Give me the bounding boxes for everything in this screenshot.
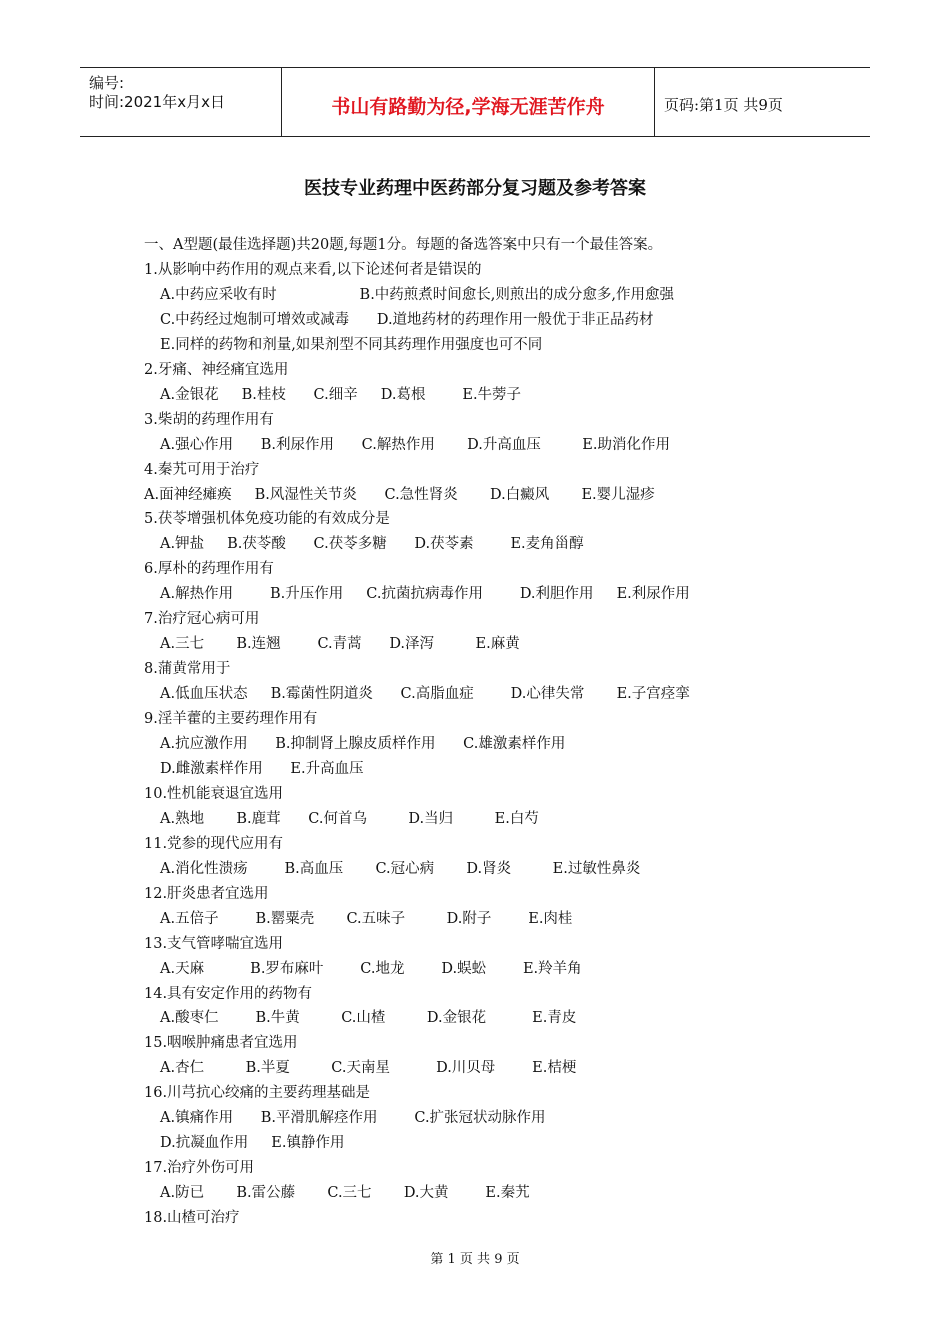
header-table — [80, 67, 870, 137]
question-line: 11.党参的现代应用有 — [144, 835, 284, 852]
answer-options-line: D.抗凝血作用 E.镇静作用 — [160, 1135, 345, 1152]
answer-options-line: C.中药经过炮制可增效或减毒 D.道地药材的药理作用一般优于非正品药材 — [160, 311, 654, 328]
answer-options-line: A.面神经瘫痪 B.风湿性关节炎 C.急性肾炎 D.白癜风 E.婴儿湿疹 — [144, 486, 655, 503]
answer-options-line: A.防已 B.雷公藤 C.三七 D.大黄 E.秦艽 — [160, 1185, 530, 1202]
answer-options-line: A.强心作用 B.利尿作用 C.解热作用 D.升高血压 E.助消化作用 — [160, 436, 670, 453]
answer-options-line: A.钾盐 B.茯苓酸 C.茯苓多糖 D.茯苓素 E.麦角甾醇 — [160, 536, 584, 553]
question-line: 6.厚朴的药理作用有 — [144, 561, 274, 578]
document-number-label: 编号: — [89, 74, 125, 92]
question-line: 18.山楂可治疗 — [144, 1210, 240, 1227]
question-line: 7.治疗冠心病可用 — [144, 611, 260, 628]
answer-options-line: A.解热作用 B.升压作用 C.抗菌抗病毒作用 D.利胆作用 E.利尿作用 — [160, 586, 690, 603]
header-middle-cell — [281, 68, 655, 136]
question-line: 9.淫羊藿的主要药理作用有 — [144, 711, 318, 728]
question-line: 16.川芎抗心绞痛的主要药理基础是 — [144, 1085, 371, 1102]
question-line: 13.支气管哮喘宜选用 — [144, 935, 284, 952]
question-line: 10.性机能衰退宜选用 — [144, 785, 284, 802]
header-left-cell — [80, 68, 280, 136]
question-line: 一、A型题(最佳选择题)共20题,每题1分。每题的备选答案中只有一个最佳答案。 — [144, 237, 663, 253]
header-right-cell — [654, 68, 870, 136]
question-line: 14.具有安定作用的药物有 — [144, 985, 313, 1002]
answer-options-line: E.同样的药物和剂量,如果剂型不同其药理作用强度也可不同 — [160, 336, 543, 353]
answer-options-line: A.消化性溃疡 B.高血压 C.冠心病 D.肾炎 E.过敏性鼻炎 — [160, 860, 641, 877]
answer-options-line: D.雌激素样作用 E.升高血压 — [160, 760, 364, 777]
answer-options-line: A.熟地 B.鹿茸 C.何首乌 D.当归 E.白芍 — [160, 810, 539, 827]
document-time-label: 时间:2021年x月x日 — [89, 93, 225, 111]
question-line: 3.柴胡的药理作用有 — [144, 411, 274, 428]
question-line: 4.秦艽可用于治疗 — [144, 461, 260, 478]
answer-options-line: A.低血压状态 B.霉菌性阴道炎 C.高脂血症 D.心律失常 E.子宫痉挛 — [160, 686, 690, 703]
answer-options-line: A.五倍子 B.罂粟壳 C.五味子 D.附子 E.肉桂 — [160, 910, 573, 927]
header-page-info: 页码:第1页 共9页 — [664, 96, 783, 114]
question-line: 17.治疗外伤可用 — [144, 1160, 255, 1177]
answer-options-line: A.三七 B.连翘 C.青蒿 D.泽泻 E.麻黄 — [160, 636, 520, 653]
answer-options-line: A.中药应采收有时 B.中药煎煮时间愈长,则煎出的成分愈多,作用愈强 — [160, 286, 675, 303]
question-line: 8.蒲黄常用于 — [144, 661, 231, 678]
page-footer: 第 1 页 共 9 页 — [430, 1252, 520, 1267]
document-title: 医技专业药理中医药部分复习题及参考答案 — [304, 178, 646, 199]
answer-options-line: A.镇痛作用 B.平滑肌解痉作用 C.扩张冠状动脉作用 — [160, 1110, 546, 1127]
answer-options-line: A.抗应激作用 B.抑制肾上腺皮质样作用 C.雄激素样作用 — [160, 736, 566, 752]
question-line: 12.肝炎患者宜选用 — [144, 885, 269, 902]
question-line: 1.从影响中药作用的观点来看,以下论述何者是错误的 — [144, 261, 482, 278]
answer-options-line: A.酸枣仁 B.牛黄 C.山楂 D.金银花 E.青皮 — [160, 1010, 577, 1027]
answer-options-line: A.金银花 B.桂枝 C.细辛 D.葛根 E.牛蒡子 — [160, 386, 522, 403]
motto-text: 书山有路勤为径,学海无涯苦作舟 — [331, 96, 605, 118]
question-line: 2.牙痛、神经痛宜选用 — [144, 361, 289, 378]
question-line: 15.咽喉肿痛患者宜选用 — [144, 1035, 298, 1052]
answer-options-line: A.天麻 B.罗布麻叶 C.地龙 D.蜈蚣 E.羚羊角 — [160, 960, 582, 977]
question-line: 5.茯苓增强机体免疫功能的有效成分是 — [144, 511, 390, 528]
answer-options-line: A.杏仁 B.半夏 C.天南星 D.川贝母 E.桔梗 — [160, 1060, 577, 1077]
